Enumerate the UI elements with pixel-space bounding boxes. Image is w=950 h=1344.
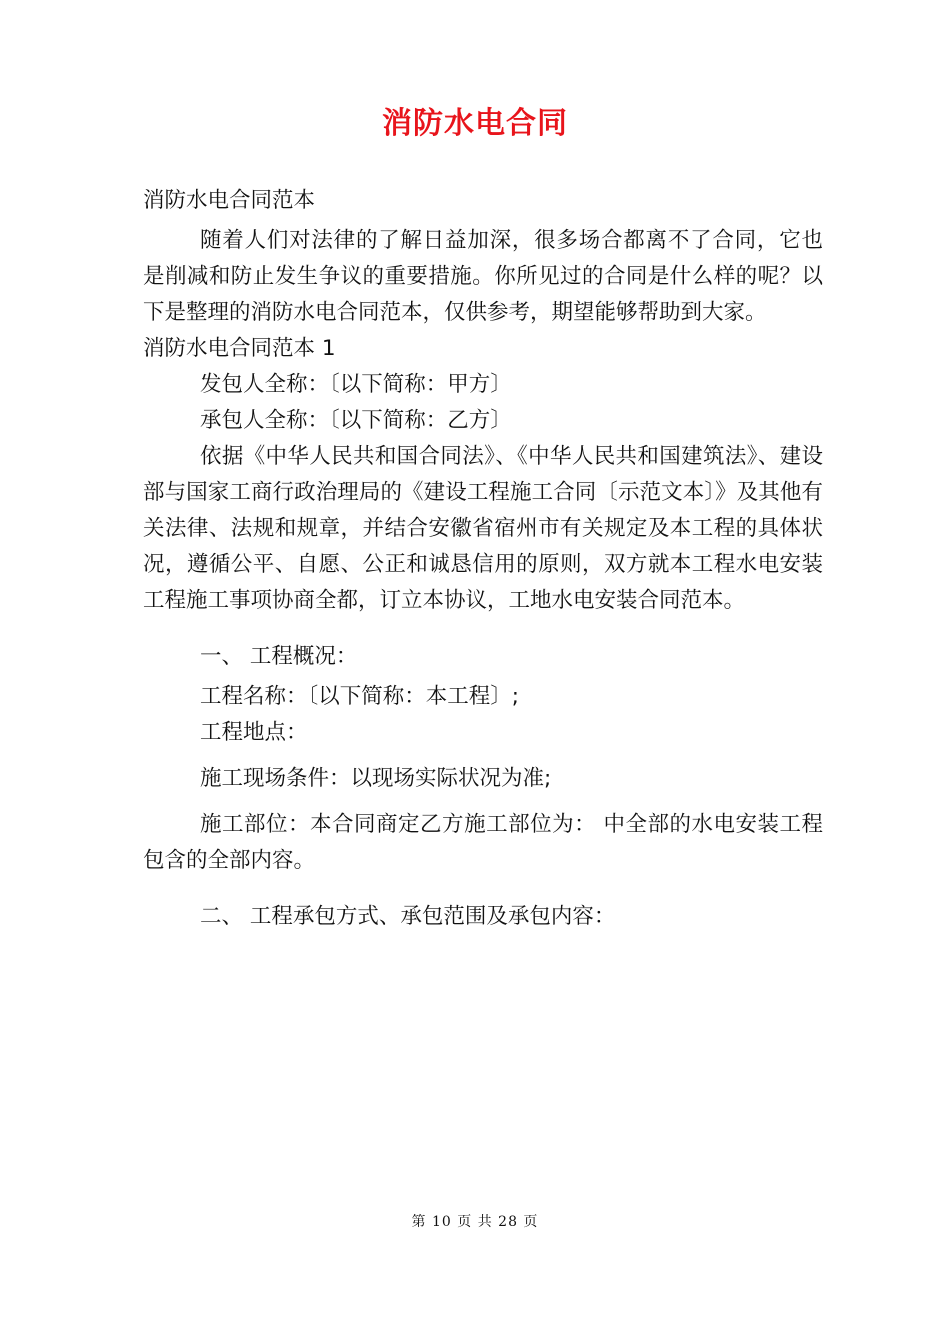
document-title: 消防水电合同 xyxy=(382,106,568,141)
basis-paragraph: 依据《中华人民共和国合同法》、《中华人民共和国建筑法》、建设部与国家工商行政治理局的《建设工程施工合同〔示范文本〕》及其他有关法律、法规和规章，并结合安徽省宿州市有关规定及本工程的具体状况，遵循公平、自愿、公正和诚恳信用的原则，双方就本工程水电安装工程施工事项协商全都，订立本协议，工地水电安装合同范本。 xyxy=(143,444,823,613)
party-a-line: 发包人全称：〔以下简称：甲方〕 xyxy=(200,372,512,397)
party-b-line: 承包人全称：〔以下简称：乙方〕 xyxy=(200,408,512,433)
page-number: 第 10 页 共 28 页 xyxy=(411,1214,539,1230)
section-2-heading: 二、 工程承包方式、承包范围及承包内容： xyxy=(200,904,616,929)
site-conditions-line: 施工现场条件：以现场实际状况为准; xyxy=(200,766,552,791)
project-location-line: 工程地点： xyxy=(200,720,308,745)
construction-scope-paragraph: 施工部位：本合同商定乙方施工部位为： 中全部的水电安装工程包含的全部内容。 xyxy=(143,812,823,873)
sample-heading: 消防水电合同范本 1 xyxy=(143,336,336,361)
intro-paragraph: 随着人们对法律的了解日益加深，很多场合都离不了合同，它也是削减和防止发生争议的重要措施。你所见过的合同是什么样的呢？以下是整理的消防水电合同范本，仅供参考，期望能够帮助到大家。 xyxy=(143,228,823,325)
subtitle: 消防水电合同范本 xyxy=(143,188,316,213)
document-body xyxy=(143,183,823,935)
project-name-line: 工程名称：〔以下简称：本工程〕; xyxy=(200,684,519,709)
section-1-heading: 一、 工程概况： xyxy=(200,644,358,669)
